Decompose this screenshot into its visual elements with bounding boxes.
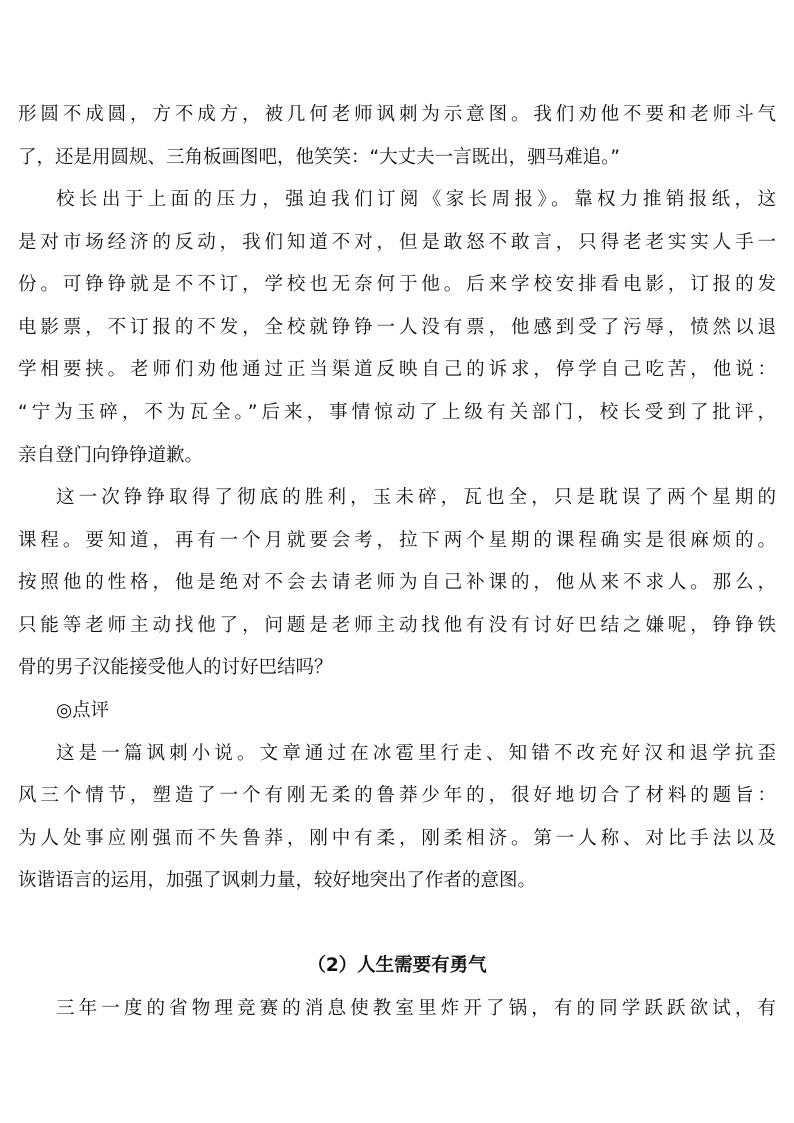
text-line: 课程。要知道，再有一个月就要会考，拉下两个星期的课程确实是很麻烦的。 xyxy=(18,530,776,551)
text-line: 骨的男子汉能接受他人的讨好巴结吗？ xyxy=(18,657,333,678)
text-line: 份。可铮铮就是不不订，学校也无奈何于他。后来学校安排看电影，订报的发 xyxy=(18,274,776,295)
text-line: 诙谐语言的运用，加强了讽刺力量，较好地突出了作者的意图。 xyxy=(18,870,537,891)
text-line: 按照他的性格，他是绝对不会去请老师为自己补课的，他从来不求人。那么， xyxy=(18,572,776,593)
text-line: “宁为玉碎，不为瓦全。”后来，事情惊动了上级有关部门，校长受到了批评， xyxy=(18,402,776,423)
review-label: ◎点评 xyxy=(56,700,110,721)
section-heading: （2）人生需要有勇气 xyxy=(307,955,487,976)
text-line: 风三个情节，塑造了一个有刚无柔的鲁莽少年的，很好地切合了材料的题旨： xyxy=(18,785,776,806)
text-line: 只能等老师主动找他了，问题是老师主动找他有没有讨好巴结之嫌呢，铮铮铁 xyxy=(18,615,776,636)
text-line: 了，还是用圆规、三角板画图吧，他笑笑：“大丈夫一言既出，驷马难追。” xyxy=(18,147,620,168)
paragraph-start-line: 这是一篇讽刺小说。文章通过在冰雹里行走、知错不改充好汉和退学抗歪 xyxy=(56,743,776,764)
text-line: 形圆不成圆，方不成方，被几何老师讽刺为示意图。我们劝他不要和老师斗气 xyxy=(18,104,776,125)
text-line: 亲自登门向铮铮道歉。 xyxy=(18,445,204,466)
paragraph-start-line: 这一次铮铮取得了彻底的胜利，玉未碎，瓦也全，只是耽误了两个星期的 xyxy=(56,487,776,508)
text-line: 学相要挟。老师们劝他通过正当渠道反映自己的诉求，停学自己吃苦，他说： xyxy=(18,359,776,380)
text-line: 电影票，不订报的不发，全校就铮铮一人没有票，他感到受了污辱，愤然以退 xyxy=(18,317,776,338)
paragraph-start-line: 三年一度的省物理竞赛的消息使教室里炸开了锅，有的同学跃跃欲试，有 xyxy=(56,998,776,1019)
text-line: 为人处事应刚强而不失鲁莽，刚中有柔，刚柔相济。第一人称、对比手法以及 xyxy=(18,828,776,849)
paragraph-start-line: 校长出于上面的压力，强迫我们订阅《家长周报》。靠权力推销报纸，这 xyxy=(56,189,776,210)
text-line: 是对市场经济的反动，我们知道不对，但是敢怒不敢言，只得老老实实人手一 xyxy=(18,232,776,253)
